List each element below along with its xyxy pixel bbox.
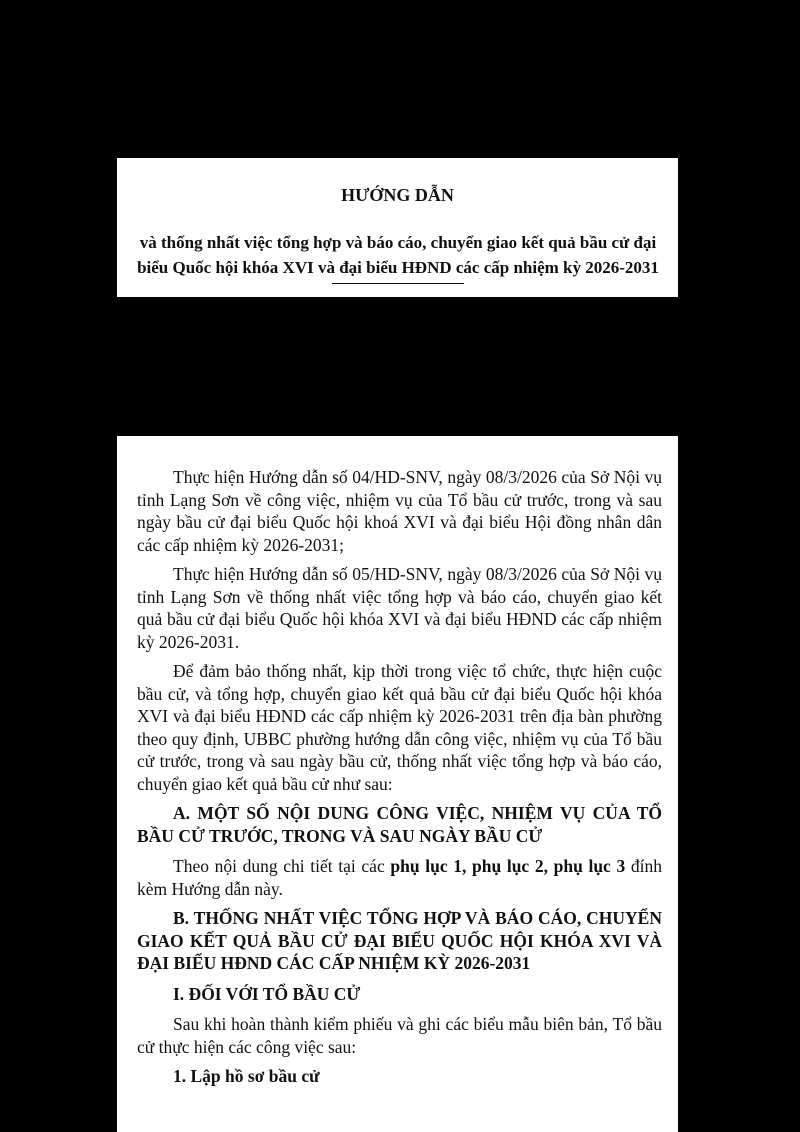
heading-section-b: B. THỐNG NHẤT VIỆC TỔNG HỢP VÀ BÁO CÁO, CHUYỂN GIAO KẾT QUẢ BẦU CỬ ĐẠI BIỂU QUỐC HỘI KHÓA XVI VÀ ĐẠI BIỂU HĐND CÁC CẤP NHIỆM KỲ 2026-2031 bbox=[137, 908, 662, 973]
heading-section-a: A. MỘT SỐ NỘI DUNG CÔNG VIỆC, NHIỆM VỤ CỦA TỔ BẦU CỬ TRƯỚC, TRONG VÀ SAU NGÀY BẦU CỬ bbox=[137, 803, 662, 846]
paragraph-after-counting: Sau khi hoàn thành kiểm phiếu và ghi các biểu mẫu biên bản, Tổ bầu cử thực hiện các công việc sau: bbox=[137, 1014, 662, 1057]
heading-subsection-1: 1. Lập hồ sơ bầu cử bbox=[173, 1066, 320, 1086]
body-content bbox=[137, 466, 662, 1096]
heading-section-i: I. ĐỐI VỚI TỔ BẦU CỬ bbox=[173, 983, 361, 1004]
document-title: HƯỚNG DẪN bbox=[341, 185, 454, 205]
document-header bbox=[117, 158, 678, 297]
subtitle-line-2: biểu Quốc hội khóa XVI và đại biểu HĐND các cấp nhiệm kỳ 2026-2031 bbox=[137, 258, 659, 277]
document-subtitle bbox=[133, 230, 663, 280]
paragraph-implementation-05: Thực hiện Hướng dẫn số 05/HD-SNV, ngày 08/3/2026 của Sở Nội vụ tỉnh Lạng Sơn về thống nhất việc tổng hợp và báo cáo, chuyển giao kết quả bầu cử đại biểu Quốc hội khóa XVI và đại biểu HĐND các cấp nhiệm kỳ 2026-2031. bbox=[137, 564, 662, 652]
document-body bbox=[117, 436, 678, 1132]
title-underline bbox=[332, 283, 464, 284]
appendix-text-suffix: đính kèm Hướng dẫn này. bbox=[137, 856, 662, 899]
paragraph-implementation-04: Thực hiện Hướng dẫn số 04/HD-SNV, ngày 08/3/2026 của Sở Nội vụ tỉnh Lạng Sơn về công việc, nhiệm vụ của Tổ bầu cử trước, trong và sau ngày bầu cử đại biểu Quốc hội khoá XVI và đại biểu Hội đồng nhân dân các cấp nhiệm kỳ 2026-2031; bbox=[137, 467, 662, 555]
appendix-list: phụ lục 1, phụ lục 2, phụ lục 3 bbox=[390, 856, 626, 876]
subtitle-line-1: và thống nhất việc tổng hợp và báo cáo, chuyển giao kết quả bầu cử đại bbox=[139, 233, 657, 252]
appendix-text-prefix: Theo nội dung chi tiết tại các bbox=[173, 856, 391, 876]
paragraph-purpose: Để đảm bảo thống nhất, kịp thời trong việc tổ chức, thực hiện cuộc bầu cử, và tổng hợp, chuyển giao kết quả bầu cử đại biểu Quốc hội khóa XVI và đại biểu HĐND các cấp nhiệm kỳ 2026-2031 trên địa bàn phường theo quy định, UBBC phường hướng dẫn công việc, nhiệm vụ của Tổ bầu cử trước, trong và sau ngày bầu cử, thống nhất việc tổng hợp và báo cáo, chuyển giao kết quả bầu cử như sau: bbox=[137, 661, 662, 794]
paragraph-appendix-reference bbox=[137, 855, 662, 900]
